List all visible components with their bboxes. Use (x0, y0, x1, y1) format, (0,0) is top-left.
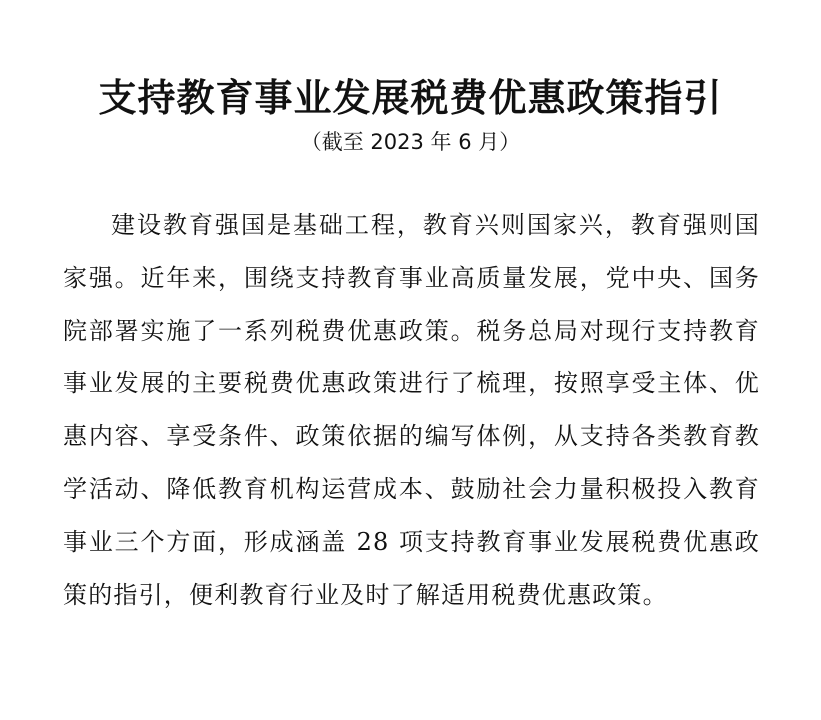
body-paragraph: 建设教育强国是基础工程，教育兴则国家兴，教育强则国家强。近年来，围绕支持教育事业高质量发展，党中央、国务院部署实施了一系列税费优惠政策。税务总局对现行支持教育事业发展的主要税费优惠政策进行了梳理，按照享受主体、优惠内容、享受条件、政策依据的编写体例，从支持各类教育教学活动、降低教育机构运营成本、鼓励社会力量积极投入教育事业三个方面，形成涵盖 28 项支持教育事业发展税费优惠政策的指引，便利教育行业及时了解适用税费优惠政策。 (63, 211, 760, 609)
document-subtitle: （截至 2023 年 6 月） (300, 130, 521, 154)
document-title: 支持教育事业发展税费优惠政策指引 (98, 75, 723, 121)
